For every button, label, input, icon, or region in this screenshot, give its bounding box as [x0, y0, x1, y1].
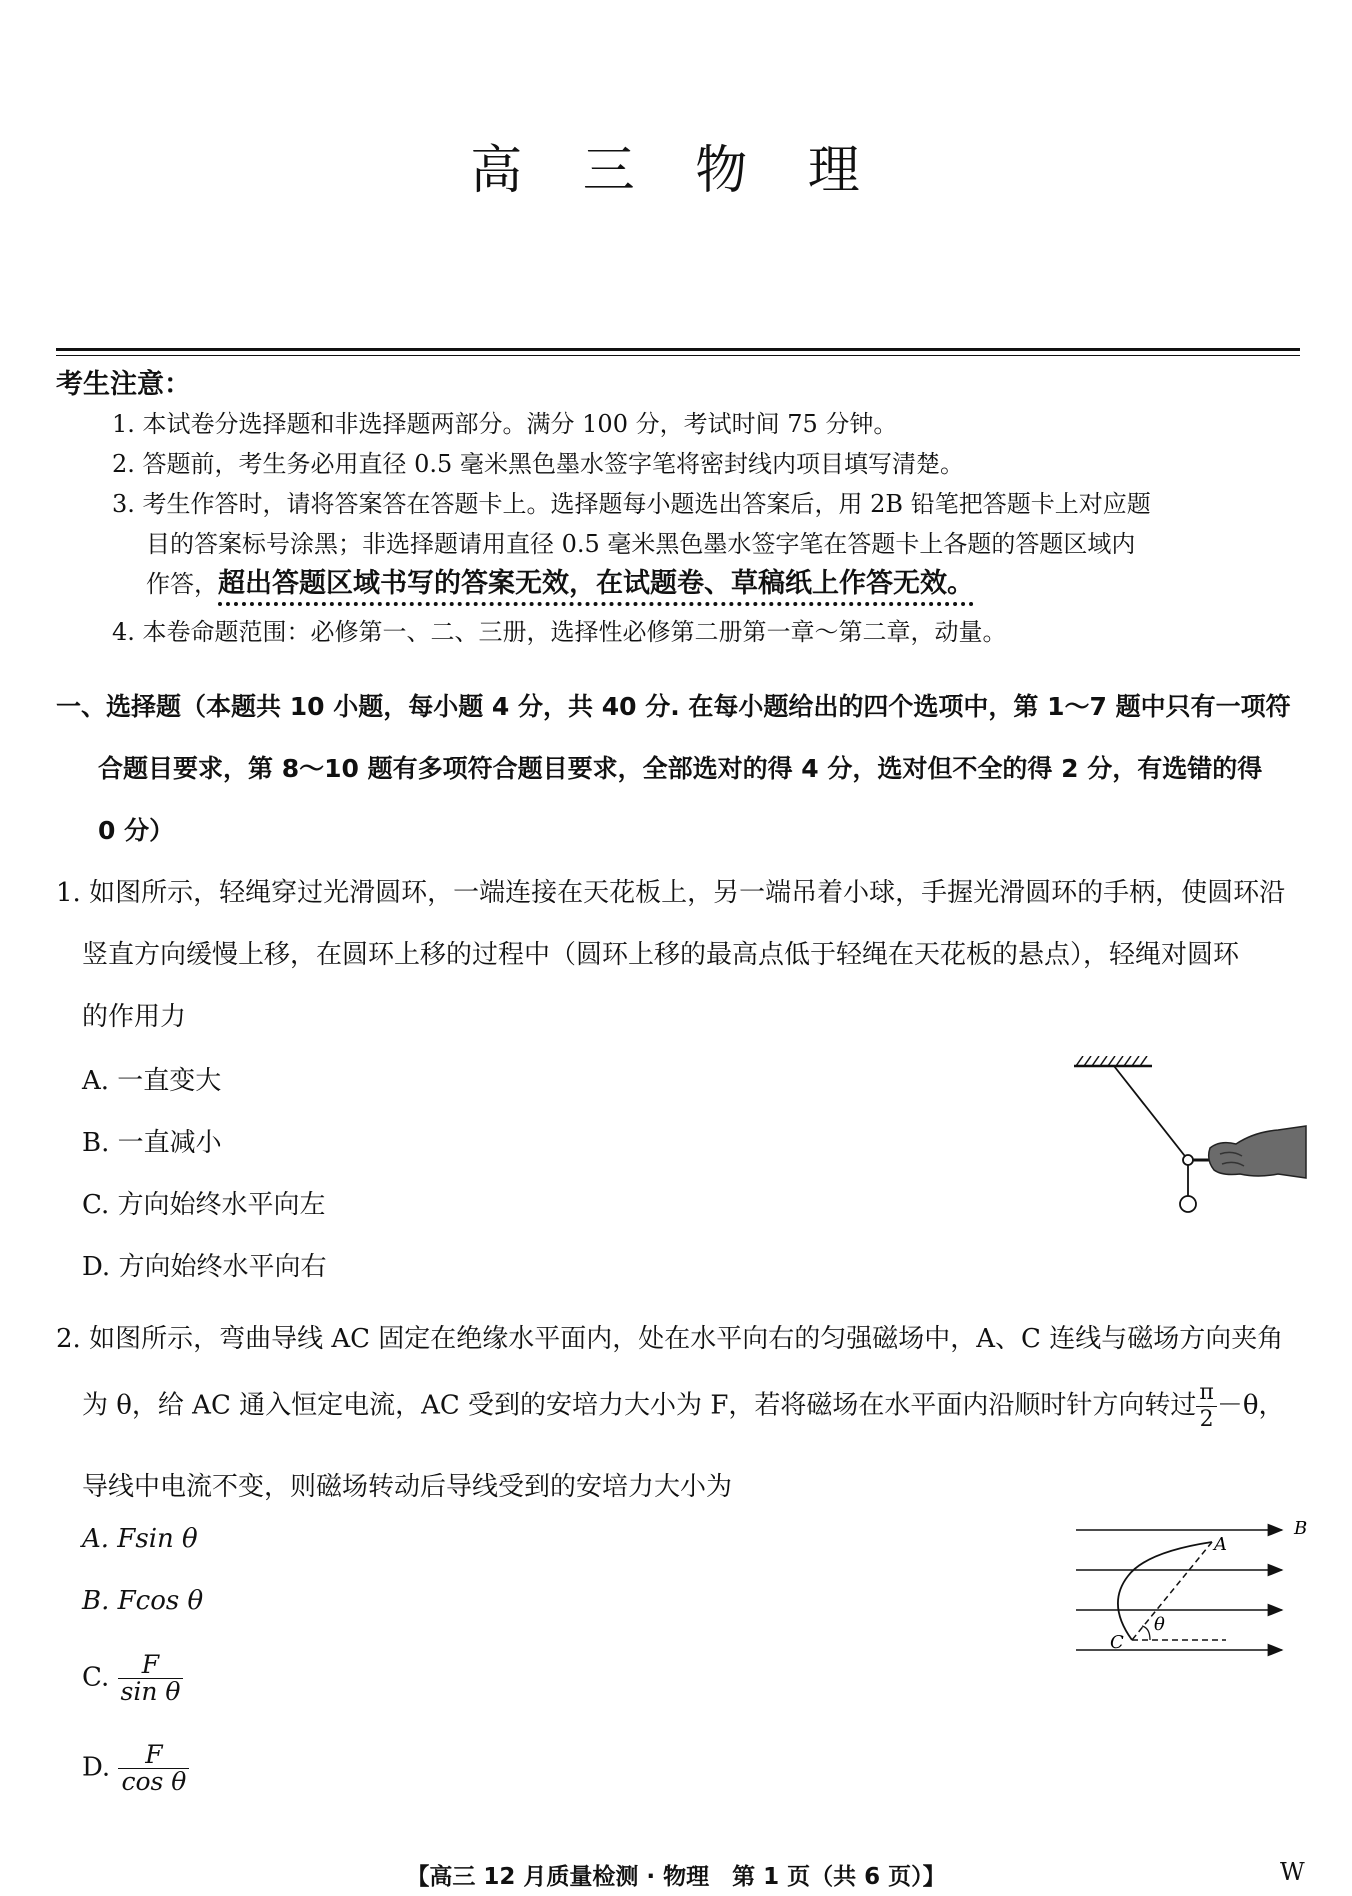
- question-2-line-2-text: 为 θ，给 AC 通入恒定电流，AC 受到的安培力大小为 F，若将磁场在水平面内沿顺时针方向转过: [82, 1390, 1197, 1421]
- question-2-figure: [1076, 1516, 1316, 1666]
- notice-item-2: 2. 答题前，考生务必用直径 0.5 毫米黑色墨水签字笔将密封线内项目填写清楚。: [112, 450, 964, 478]
- question-2-line-3: 导线中电流不变，则磁场转动后导线受到的安培力大小为: [82, 1472, 733, 1502]
- question-1-option-d: D. 方向始终水平向右: [82, 1252, 327, 1282]
- notice-item-3-tail: 作答，: [146, 570, 218, 598]
- option-d-label: D.: [82, 1752, 111, 1783]
- question-2-stem: [56, 1308, 1300, 1370]
- section-1-heading: [56, 676, 1300, 862]
- header-rule-thick: [56, 348, 1300, 351]
- option-d-denominator: cos θ: [121, 1767, 187, 1796]
- rope-upper: [1114, 1066, 1188, 1160]
- small-ball: [1180, 1196, 1196, 1212]
- question-2-option-b: B. Fcos θ: [82, 1586, 204, 1616]
- notice-emphasis: 超出答题区域书写的答案无效，在试题卷、草稿纸上作答无效。: [218, 568, 974, 599]
- notice-item-4: 4. 本卷命题范围：必修第一、二、三册，选择性必修第二册第一章～第二章，动量。: [112, 618, 1007, 646]
- question-2-line-1: 2. 如图所示，弯曲导线 AC 固定在绝缘水平面内，处在水平向右的匀强磁场中，A、C 连线与磁场方向夹角: [56, 1324, 1284, 1354]
- curved-wire-ac: [1118, 1542, 1212, 1640]
- notice-item-3-end: [146, 564, 1334, 604]
- label-b: B: [1294, 1518, 1308, 1539]
- question-1-line-1: 1. 如图所示，轻绳穿过光滑圆环，一端连接在天花板上，另一端吊着小球，手握光滑圆环的手柄，使圆环沿: [56, 878, 1286, 908]
- hand-icon: [1209, 1126, 1306, 1178]
- page-title: 高 三 物 理: [470, 141, 882, 201]
- notice-heading: 考生注意：: [56, 369, 191, 400]
- option-c-label: C.: [82, 1662, 110, 1693]
- theta-arc: [1142, 1626, 1150, 1640]
- smooth-ring: [1183, 1155, 1193, 1165]
- option-d-fraction: [118, 1742, 189, 1795]
- notice-item-1: 1. 本试卷分选择题和非选择题两部分。满分 100 分，考试时间 75 分钟。: [112, 410, 898, 438]
- ceiling-hatch: [1076, 1056, 1147, 1066]
- option-d-numerator: F: [118, 1742, 189, 1769]
- option-c-denominator: sin θ: [120, 1677, 181, 1706]
- question-2-line-2: [82, 1380, 1300, 1433]
- notice-item-3-cont: 目的答案标号涂黑；非选择题请用直径 0.5 毫米黑色墨水签字笔在答题卡上各题的答题区域内: [146, 530, 1136, 558]
- question-1-stem: [56, 862, 1300, 1048]
- question-2-option-d: [82, 1742, 189, 1795]
- notice-item-3: 3. 考生作答时，请将答案答在答题卡上。选择题每小题选出答案后，用 2B 铅笔把答题卡上对应题: [112, 490, 1151, 518]
- header-rule-thin: [56, 355, 1300, 356]
- section-1-line-3: 0 分）: [98, 816, 175, 845]
- footer-mark: W: [1280, 1858, 1305, 1886]
- option-c-numerator: F: [118, 1652, 184, 1679]
- question-2-line-2-tail: －θ，: [1216, 1390, 1285, 1421]
- label-theta: θ: [1154, 1614, 1165, 1635]
- fraction-denominator: 2: [1199, 1407, 1214, 1432]
- section-1-line-2: 合题目要求，第 8～10 题有多项符合题目要求，全部选对的得 4 分，选对但不全的得 2 分，有选错的得: [98, 754, 1263, 783]
- label-c: C: [1110, 1632, 1124, 1653]
- question-1-option-b: B. 一直减小: [82, 1128, 222, 1158]
- question-1-figure: [1070, 1056, 1310, 1226]
- question-1-line-3: 的作用力: [82, 1002, 187, 1032]
- question-2-option-a: A. Fsin θ: [82, 1524, 198, 1554]
- label-a: A: [1214, 1534, 1227, 1555]
- question-1-option-c: C. 方向始终水平向左: [82, 1190, 326, 1220]
- question-1-line-2: 竖直方向缓慢上移，在圆环上移的过程中（圆环上移的最高点低于轻绳在天花板的悬点），轻绳对圆环: [82, 940, 1240, 970]
- line-ac: [1132, 1542, 1212, 1640]
- pi-over-2-fraction: [1196, 1380, 1216, 1433]
- question-1-option-a: A. 一直变大: [82, 1066, 222, 1096]
- page-footer: 【高三 12 月质量检测 · 物理 第 1 页（共 6 页）】: [406, 1864, 946, 1890]
- question-2-option-c: [82, 1652, 183, 1705]
- section-1-line-1: 一、选择题（本题共 10 小题，每小题 4 分，共 40 分. 在每小题给出的四个选项中，第 1～7 题中只有一项符: [56, 692, 1291, 721]
- option-c-fraction: [118, 1652, 184, 1705]
- fraction-numerator: π: [1196, 1380, 1216, 1407]
